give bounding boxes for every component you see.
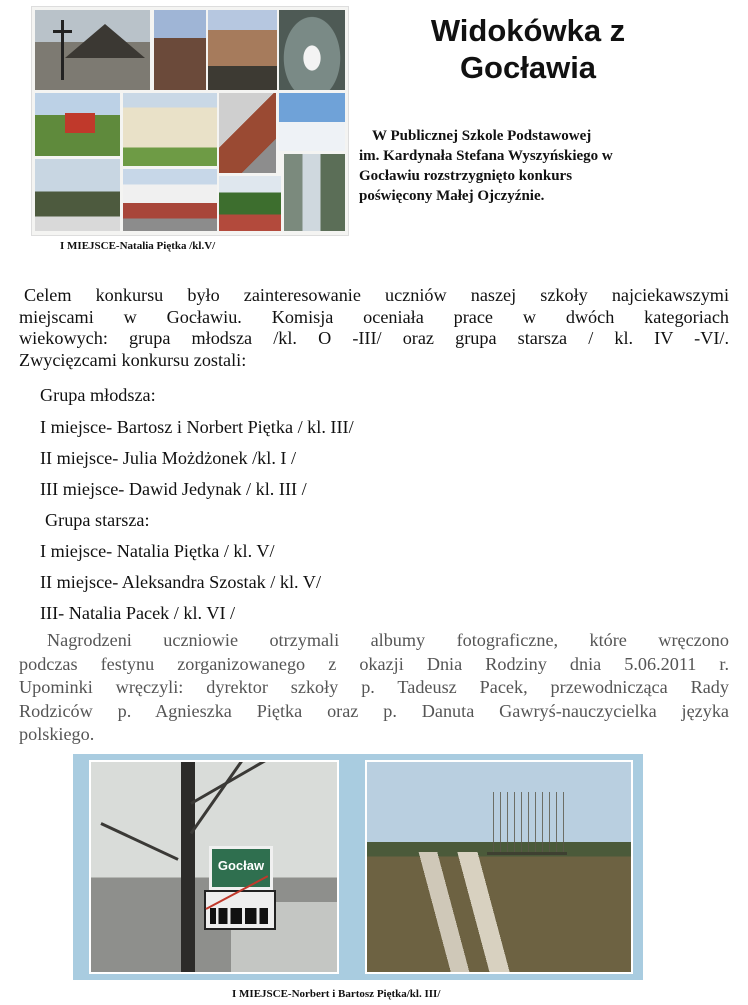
distant-trees <box>487 792 567 855</box>
village-name-sign: Gocław <box>209 846 273 890</box>
dirt-road <box>407 852 527 974</box>
title-line-1: Widokówka z <box>430 13 626 48</box>
winning-postcard <box>73 754 643 980</box>
playground-photo <box>35 93 120 156</box>
bottom-photo-caption: I MIEJSCE-Norbert i Bartosz Piętka/kl. III/ <box>232 988 441 1000</box>
monument-photo <box>35 159 120 231</box>
result-item: I miejsce- Natalia Piętka / kl. V/ <box>40 541 275 561</box>
winter-landscape-photo <box>279 93 345 151</box>
photo-collage <box>31 6 349 236</box>
church-photo <box>35 10 150 90</box>
paragraph-line: Zwycięzcami konkursu zostali: <box>19 349 247 370</box>
chapel-photo <box>208 10 277 90</box>
path-photo <box>284 154 345 231</box>
village-end-sign <box>204 890 276 930</box>
intro-line: poświęcony Małej Ojczyźnie. <box>359 188 545 204</box>
top-photo-caption: I MIEJSCE-Natalia Piętka /kl.V/ <box>60 240 216 252</box>
result-item: I miejsce- Bartosz i Norbert Piętka / kl. III/ <box>40 417 354 437</box>
tree-branch <box>190 760 295 805</box>
paragraph-line: Celem konkursu było zainteresowanie uczniów naszej szkoły najciekawszymi <box>24 285 729 305</box>
paragraph-line: Upominki wręczyli: dyrektor szkoły p. Tadeusz Pacek, przewodnicząca Rady <box>19 677 729 697</box>
school-building-photo <box>123 93 217 166</box>
tree-trunk <box>181 762 195 972</box>
sports-field-photo <box>219 176 281 231</box>
paragraph-line: wiekowych: grupa młodsza /kl. O -III/ oraz grupa starsza / kl. IV -VI/. <box>19 328 729 348</box>
page-title <box>366 12 690 86</box>
paragraph-line: podczas festynu zorganizowanego z okazji Dnia Rodziny dnia 5.06.2011 r. <box>19 653 729 674</box>
group-heading-young: Grupa młodsza: <box>40 385 156 405</box>
intro-line: im. Kardynała Stefana Wyszyńskiego w <box>359 148 613 164</box>
cross-photo <box>219 93 276 173</box>
result-item: III miejsce- Dawid Jedynak / kl. III / <box>40 479 307 499</box>
paragraph-line: Nagrodzeni uczniowie otrzymali albumy fotograficzne, które wręczono <box>47 630 729 650</box>
village-sign-photo <box>89 760 339 974</box>
result-item: III- Natalia Pacek / kl. VI / <box>40 603 236 623</box>
country-road-photo <box>365 760 633 974</box>
awards-paragraph <box>19 629 729 747</box>
result-item: II miejsce- Julia Możdżonek /kl. I / <box>40 448 297 468</box>
paragraph-line: miejscami w Gocławiu. Komisja oceniała prace w dwóch kategoriach <box>19 306 729 327</box>
school-front-photo <box>123 169 217 231</box>
result-item: II miejsce- Aleksandra Szostak / kl. V/ <box>40 572 321 592</box>
bell-tower-photo <box>154 10 206 90</box>
paragraph-line: Rodziców p. Agnieszka Piętka oraz p. Danuta Gawryś-nauczycielka języka <box>19 700 729 721</box>
paragraph-line: polskiego. <box>19 724 95 744</box>
intro-line: Gocławiu rozstrzygnięto konkurs <box>359 168 573 184</box>
contest-description <box>19 285 729 371</box>
tree-branch <box>100 822 178 861</box>
title-line-2: Gocławia <box>459 50 597 85</box>
intro-line: W Publicznej Szkole Podstawowej <box>372 128 592 144</box>
grotto-photo <box>279 10 345 90</box>
intro-text <box>359 126 679 206</box>
group-heading-old: Grupa starsza: <box>45 510 150 530</box>
